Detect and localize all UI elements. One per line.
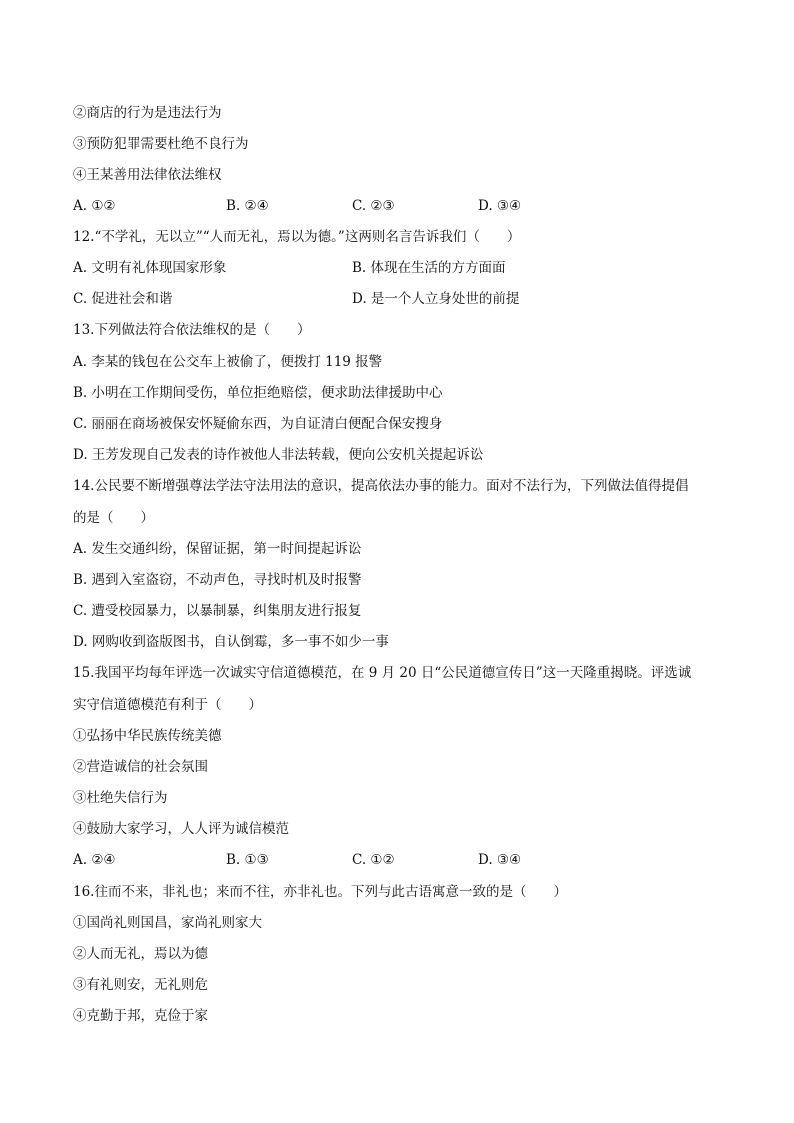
q15-item-3: ③杜绝失信行为 — [73, 790, 168, 806]
q13-option-b: B. 小明在工作期间受伤，单位拒绝赔偿，便求助法律援助中心 — [73, 385, 443, 401]
q15-stem-line-1: 15.我国平均每年评选一次诚实守信道德模范，在 9 月 20 日“公民道德宣传日”这一天隆重揭晓。评选诚 — [73, 665, 692, 681]
q14-stem-line-1: 14.公民要不断增强尊法学法守法用法的意识，提高依法办事的能力。面对不法行为，下列做法值得提倡 — [73, 478, 689, 494]
q15-option-b: B. ①③ — [226, 852, 269, 868]
q12-option-d: D. 是一个人立身处世的前提 — [352, 291, 520, 307]
q16-item-4: ④克勤于邦，克俭于家 — [73, 1008, 208, 1024]
q15-option-a: A. ②④ — [73, 852, 116, 868]
q16-stem: 16.往而不来，非礼也；来而不往，亦非礼也。下列与此古语寓意一致的是（ ） — [73, 884, 567, 900]
q14-stem-line-2: 的是（ ） — [73, 510, 154, 526]
q12-option-c: C. 促进社会和谐 — [73, 291, 173, 307]
q13-option-a: A. 李某的钱包在公交车上被偷了，便拨打 119 报警 — [73, 354, 383, 370]
q13-option-c: C. 丽丽在商场被保安怀疑偷东西，为自证清白便配合保安搜身 — [73, 416, 443, 432]
q14-option-c: C. 遭受校园暴力，以暴制暴，纠集朋友进行报复 — [73, 603, 362, 619]
q14-option-a: A. 发生交通纠纷，保留证据，第一时间提起诉讼 — [73, 541, 362, 557]
q15-option-c: C. ①② — [352, 852, 395, 868]
q16-item-1: ①国尚礼则国昌，家尚礼则家大 — [73, 915, 262, 931]
q11-item-3: ③预防犯罪需要杜绝不良行为 — [73, 136, 249, 152]
q15-item-4: ④鼓励大家学习，人人评为诚信模范 — [73, 821, 289, 837]
q15-option-d: D. ③④ — [478, 852, 522, 868]
q11-item-4: ④王某善用法律依法维权 — [73, 167, 222, 183]
q15-item-1: ①弘扬中华民族传统美德 — [73, 728, 222, 744]
q11-option-c: C. ②③ — [352, 198, 395, 214]
q14-option-b: B. 遇到入室盗窃，不动声色，寻找时机及时报警 — [73, 572, 362, 588]
q13-stem: 13.下列做法符合依法维权的是（ ） — [73, 322, 311, 338]
q16-item-2: ②人而无礼，焉以为德 — [73, 946, 208, 962]
q12-stem: 12.“不学礼，无以立”“人而无礼，焉以为德。”这两则名言告诉我们（ ） — [73, 229, 521, 245]
q13-option-d: D. 王芳发现自己发表的诗作被他人非法转载，便向公安机关提起诉讼 — [73, 447, 484, 463]
q12-option-b: B. 体现在生活的方方面面 — [352, 260, 506, 276]
q15-item-2: ②营造诚信的社会氛围 — [73, 759, 208, 775]
q11-option-d: D. ③④ — [478, 198, 522, 214]
q12-option-a: A. 文明有礼体现国家形象 — [73, 260, 227, 276]
q11-item-2: ②商店的行为是违法行为 — [73, 105, 222, 121]
q16-item-3: ③有礼则安，无礼则危 — [73, 977, 208, 993]
q15-stem-line-2: 实守信道德模范有利于（ ） — [73, 697, 262, 713]
q14-option-d: D. 网购收到盗版图书，自认倒霉，多一事不如少一事 — [73, 634, 389, 650]
q11-option-a: A. ①② — [73, 198, 116, 214]
q11-option-b: B. ②④ — [226, 198, 269, 214]
